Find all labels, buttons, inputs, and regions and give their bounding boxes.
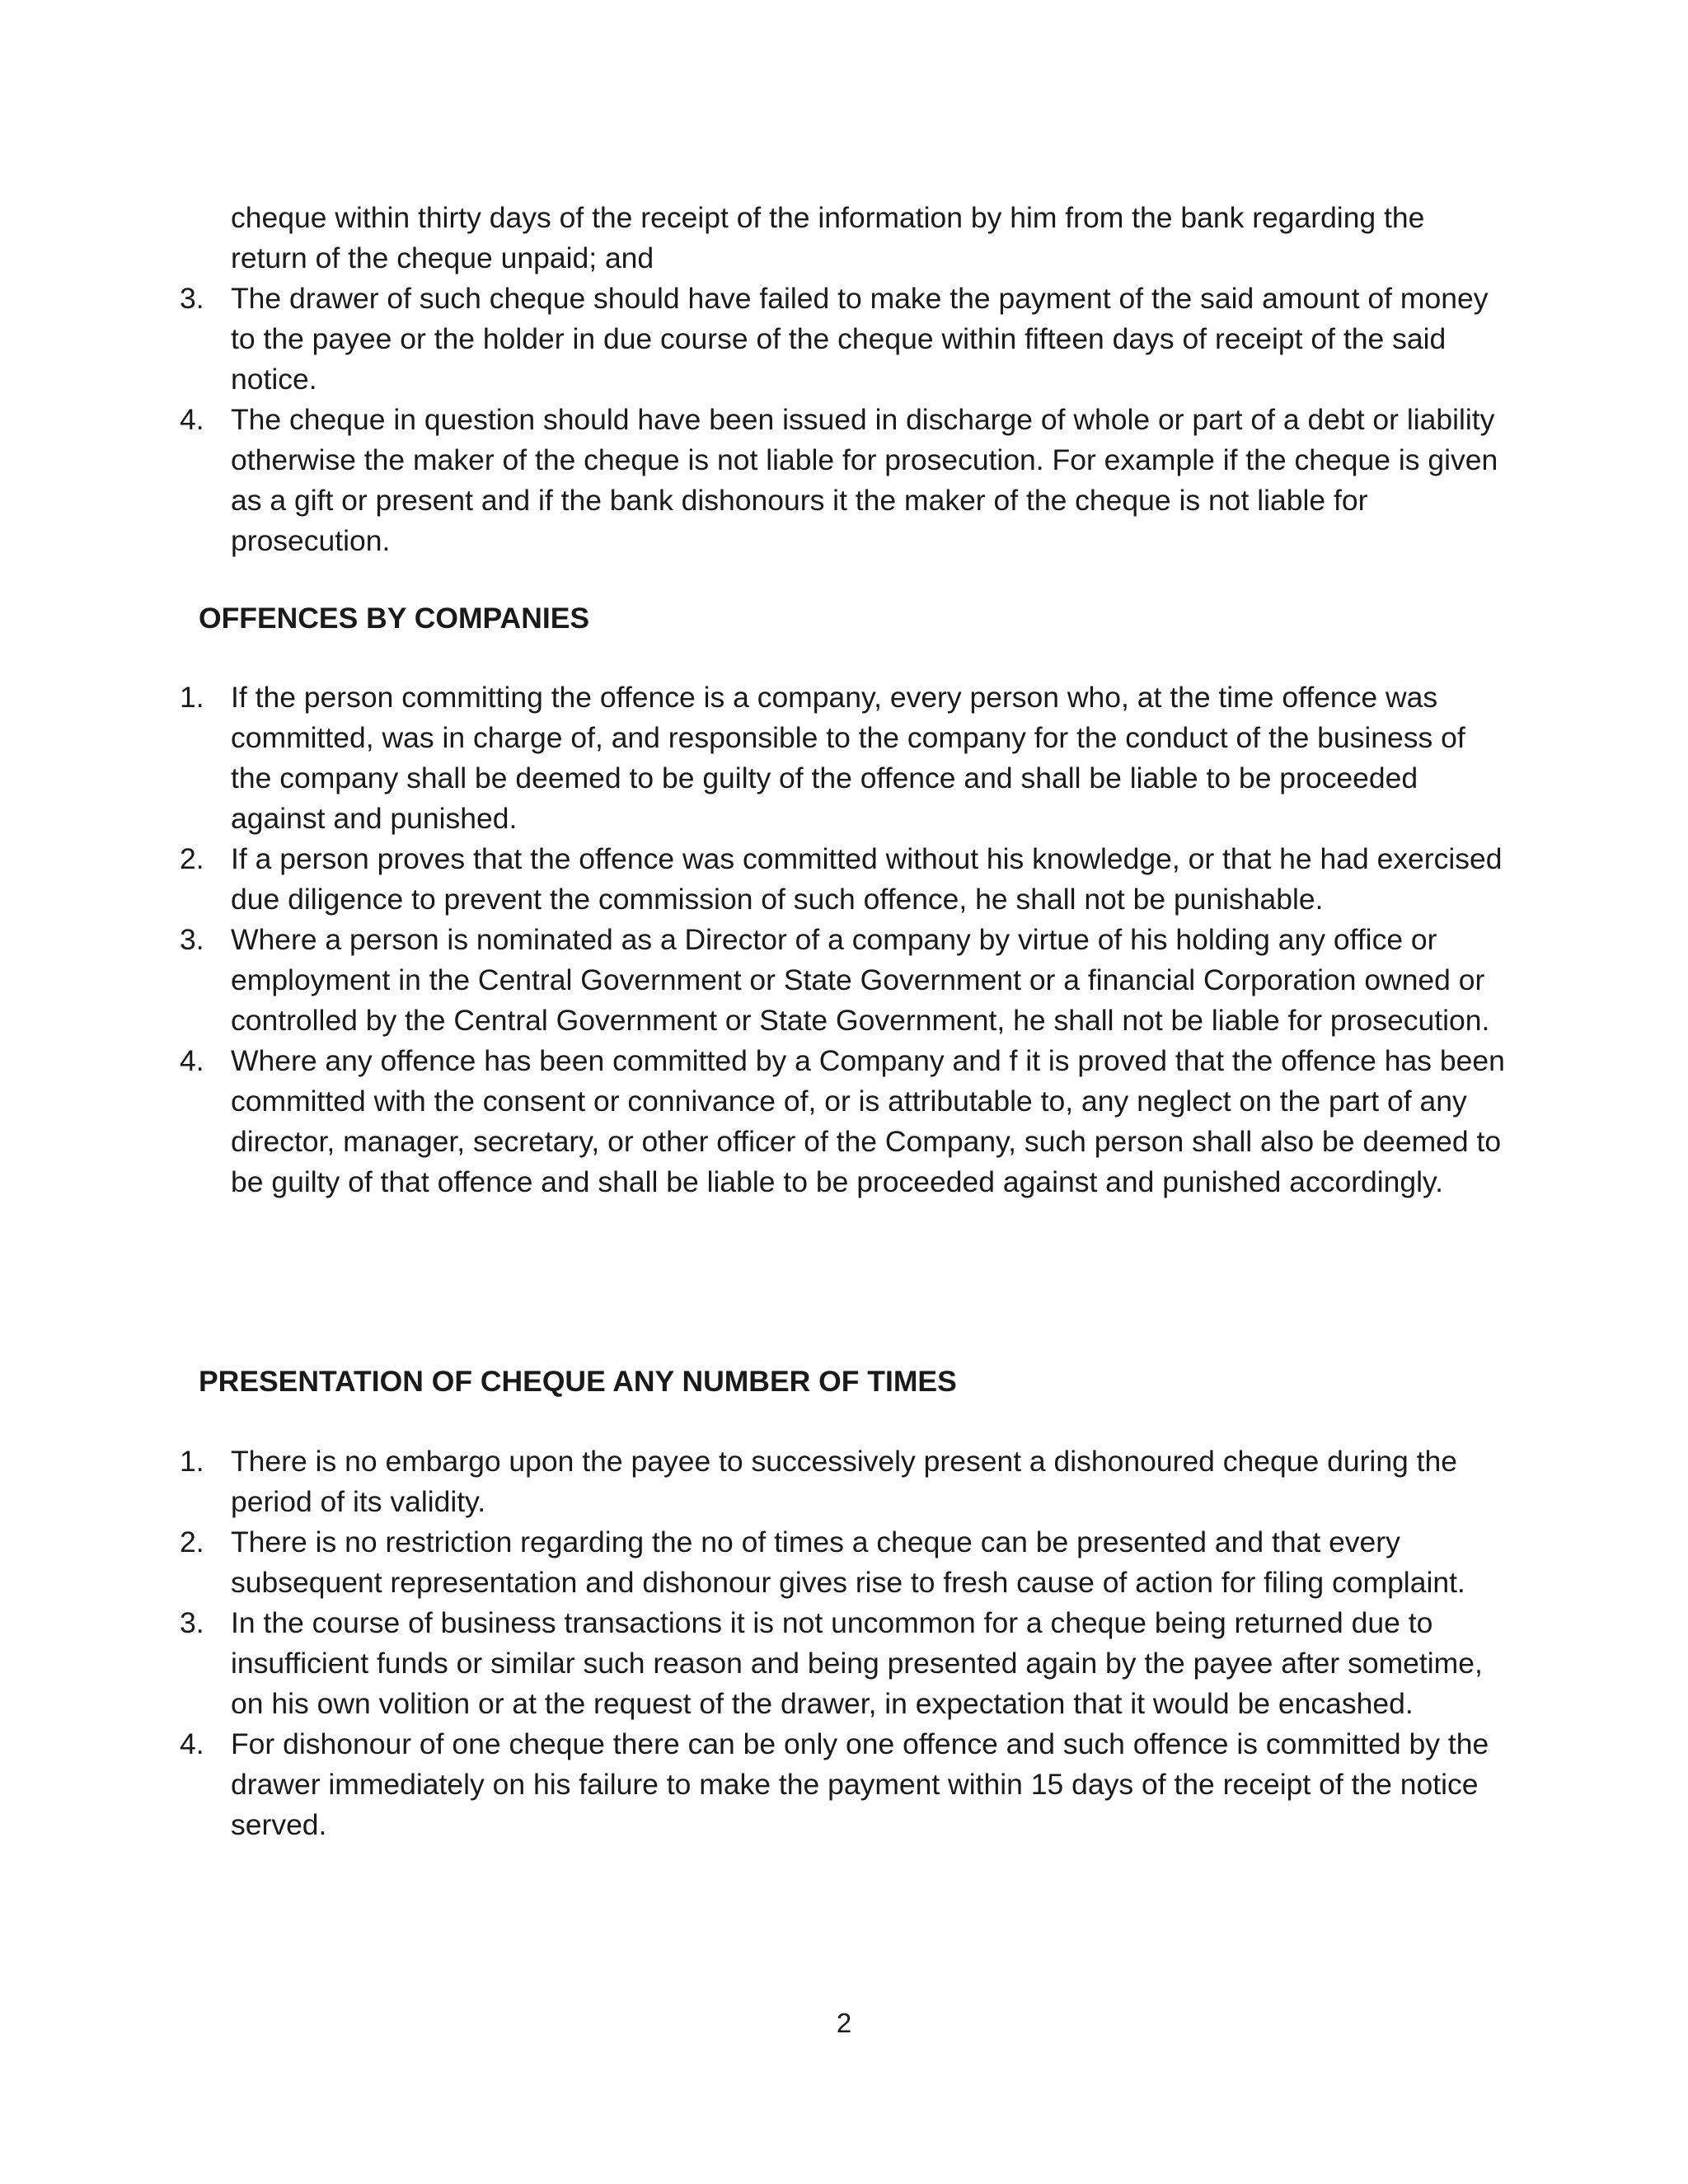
list-item-number: 4.	[180, 403, 204, 436]
list-item-continuation: cheque within thirty days of the receipt of the information by him from the bank regarding the return of the cheque unpaid; and	[231, 201, 1425, 274]
list-item	[180, 1603, 1507, 1724]
offences-list	[180, 677, 1507, 1202]
page-number: 2	[836, 2008, 852, 2038]
offences-by-companies-section	[180, 677, 1507, 1202]
intro-list	[180, 279, 1507, 561]
list-item-number: 3.	[180, 282, 204, 315]
list-item-number: 1.	[180, 1445, 204, 1478]
list-item-number: 4.	[180, 1727, 204, 1760]
list-item-text: If a person proves that the offence was committed without his knowledge, or that he had exercised due diligence to prevent the commission of such offence, he shall not be punishable.	[231, 842, 1503, 916]
list-item-number: 2.	[180, 1526, 204, 1558]
list-item-number: 4.	[180, 1044, 204, 1077]
intro-section	[180, 198, 1507, 561]
list-item	[180, 400, 1507, 561]
list-item	[180, 1041, 1507, 1202]
list-item	[180, 1724, 1507, 1845]
list-item-number: 3.	[180, 1606, 204, 1639]
list-item	[180, 839, 1507, 920]
list-item-text: Where a person is nominated as a Director of a company by virtue of his holding any office or employment in the Central Government or State Government or a financial Corporation owned or controlled by the Central Government or State Government, he shall not be liable for prosecution.	[231, 923, 1490, 1037]
list-item	[180, 1522, 1507, 1603]
list-item-number: 1.	[180, 681, 204, 714]
list-item	[180, 279, 1507, 400]
list-item-text: There is no restriction regarding the no of times a cheque can be presented and that every subsequent representation and dishonour gives rise to fresh cause of action for filing complaint.	[231, 1526, 1465, 1599]
list-item-text: There is no embargo upon the payee to successively present a dishonoured cheque during the period of its validity.	[231, 1445, 1458, 1518]
list-item	[180, 1441, 1507, 1522]
list-item-text: The drawer of such cheque should have failed to make the payment of the said amount of money to the payee or the holder in due course of the cheque within fifteen days of receipt of the said notice.	[231, 282, 1489, 396]
list-item-number: 2.	[180, 842, 204, 875]
section-heading-offences-by-companies: OFFENCES BY COMPANIES	[199, 602, 590, 635]
list-item-text: For dishonour of one cheque there can be only one offence and such offence is committed by the drawer immediately on his failure to make the payment within 15 days of the receipt of the notice served.	[231, 1727, 1489, 1841]
presentation-of-cheque-section	[180, 1441, 1507, 1845]
list-item-text: Where any offence has been committed by a Company and f it is proved that the offence has been committed with the consent or connivance of, or is attributable to, any neglect on the part of any director, manager, secretary, or other officer of the Company, such person shall also be deemed to be guilty of that offence and shall be liable to be proceeded against and punished accordingly.	[231, 1044, 1505, 1198]
section-heading-presentation-of-cheque: PRESENTATION OF CHEQUE ANY NUMBER OF TIMES	[199, 1365, 957, 1398]
presentation-list	[180, 1441, 1507, 1845]
list-item-text: The cheque in question should have been issued in discharge of whole or part of a debt or liability otherwise the maker of the cheque is not liable for prosecution. For example if the cheque is given as a gift or present and if the bank dishonours it the maker of the cheque is not liable for prosecution.	[231, 403, 1498, 557]
list-item	[180, 920, 1507, 1041]
list-item-text: If the person committing the offence is a company, every person who, at the time offence was committed, was in charge of, and responsible to the company for the conduct of the business of the company shall be deemed to be guilty of the offence and shall be liable to be proceeded against and punished.	[231, 681, 1465, 835]
list-item-text: In the course of business transactions it is not uncommon for a cheque being returned due to insufficient funds or similar such reason and being presented again by the payee after sometime, on his own volition or at the request of the drawer, in expectation that it would be encashed.	[231, 1606, 1483, 1720]
list-item-number: 3.	[180, 923, 204, 956]
list-item	[180, 677, 1507, 839]
